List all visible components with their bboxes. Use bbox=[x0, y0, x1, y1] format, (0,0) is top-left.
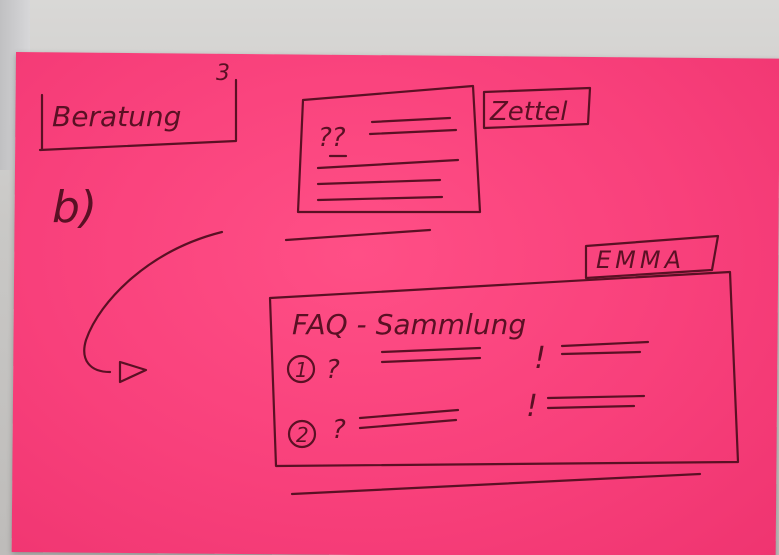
step-number: 3 bbox=[216, 61, 230, 86]
emma-card-underline bbox=[292, 474, 700, 494]
item-number: 1 bbox=[295, 358, 308, 382]
flow-arrow bbox=[84, 232, 222, 372]
zettel-line bbox=[318, 180, 440, 184]
question-line bbox=[360, 420, 456, 428]
answer-line bbox=[548, 406, 634, 408]
zettel-line bbox=[318, 197, 442, 200]
zettel-line bbox=[370, 130, 456, 134]
zettel-line bbox=[372, 118, 450, 122]
question-line bbox=[382, 348, 480, 352]
arrow-head-icon bbox=[120, 362, 146, 382]
emma-tag-text: EMMA bbox=[596, 246, 685, 274]
zettel-card-underline bbox=[286, 230, 430, 240]
title-text: Beratung bbox=[52, 100, 182, 133]
answer-line bbox=[548, 396, 644, 398]
item-answer: ! bbox=[526, 389, 539, 424]
zettel-question-mark: ?? bbox=[318, 123, 346, 153]
zettel-tag-text: Zettel bbox=[490, 97, 568, 127]
item-answer: ! bbox=[534, 341, 547, 376]
zettel-line bbox=[318, 160, 458, 168]
question-line bbox=[382, 358, 480, 362]
item-question: ? bbox=[332, 415, 346, 445]
item-question: ? bbox=[326, 355, 340, 385]
item-number: 2 bbox=[296, 423, 309, 447]
answer-line bbox=[562, 352, 640, 354]
answer-line bbox=[562, 342, 648, 346]
question-line bbox=[360, 410, 458, 418]
faq-heading: FAQ - Sammlung bbox=[292, 308, 527, 341]
variant-label: b) bbox=[52, 182, 98, 233]
